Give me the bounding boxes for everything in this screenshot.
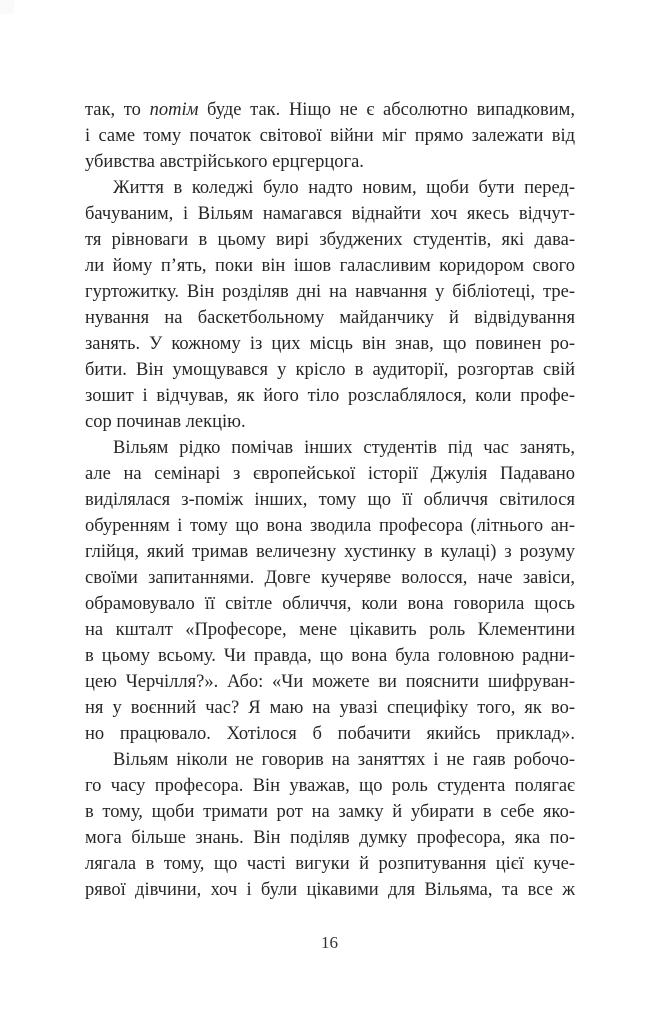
text-line: обрамовувало її світле обличчя, коли вона говорила щось	[85, 594, 575, 614]
text-line: але на семінарі з європейської історії Джулія Падавано	[85, 464, 575, 484]
text-line: і саме тому початок світової війни міг прямо залежати від	[85, 126, 575, 146]
text-line: в цьому всьому. Чи правда, що вона була головною радни-	[85, 646, 575, 666]
text-line: занять. У кожному із цих місць він знав, що повинен ро-	[85, 334, 575, 354]
italic-text: потім	[149, 100, 199, 120]
text-line: гуртожитку. Він розділяв дні на навчання у бібліотеці, тре-	[85, 282, 575, 302]
text-line: цею Черчілля?». Або: «Чи можете ви пояснити шифруван-	[85, 672, 575, 692]
text-line: виділялася з-поміж інших, тому що її обличчя світилося	[85, 490, 575, 510]
corner-artifact	[0, 0, 14, 14]
text-line: мога більше знань. Він поділяв думку професора, яка по-	[85, 828, 575, 848]
text-line: Вільям ніколи не говорив на заняттях і не гаяв робочо-	[113, 750, 575, 770]
text-line: Життя в коледжі було надто новим, щоби бути перед-	[113, 178, 575, 198]
text-line: своїми запитаннями. Довге кучеряве волосся, наче завіси,	[85, 568, 575, 588]
text-line: убивства австрійського ерцгерцога.	[85, 152, 364, 172]
text-line: в тому, щоби тримати рот на замку й убирати в себе яко-	[85, 802, 575, 822]
text-line: тя рівноваги в цьому вирі збуджених студентів, які дава-	[85, 230, 575, 250]
page-text	[85, 97, 575, 903]
text-line: нування на баскетбольному майданчику й відвідування	[85, 308, 575, 328]
text-line: но працювало. Хотілося б побачити якийсь приклад».	[85, 724, 575, 744]
text-line: глійця, який тримав величезну хустинку в кулаці) з розуму	[85, 542, 575, 562]
text-line: обуренням і тому що вона зводила професора (літнього ан-	[85, 516, 575, 536]
text-line: лягала в тому, що часті вигуки й розпитування цієї куче-	[85, 854, 575, 874]
text-line: бачуваним, і Вільям намагався віднайти хоч якесь відчут-	[85, 204, 575, 224]
text-line: зошит і відчував, як його тіло розслаблялося, коли профе-	[85, 386, 575, 406]
text-line: ли йому п’ять, поки він ішов галасливим коридором свого	[85, 256, 575, 276]
text-line: сор починав лекцію.	[85, 412, 246, 432]
text-line: бити. Він умощувався у крісло в аудиторії, розгортав свій	[85, 360, 575, 380]
text-line: рявої дівчини, хоч і були цікавими для Вільяма, та все ж	[85, 880, 575, 900]
text-line: так, то потім буде так. Ніщо не є абсолютно випадковим,	[85, 100, 575, 120]
text-line: на кшталт «Професоре, мене цікавить роль Клементини	[85, 620, 575, 640]
text-line: ня у воєнний час? Я маю на увазі специфіку того, як во-	[85, 698, 575, 718]
text-line: го часу професора. Він уважав, що роль студента полягає	[85, 776, 575, 796]
page-number: 16	[321, 933, 338, 952]
text-line: Вільям рідко помічав інших студентів під час занять,	[113, 438, 575, 458]
